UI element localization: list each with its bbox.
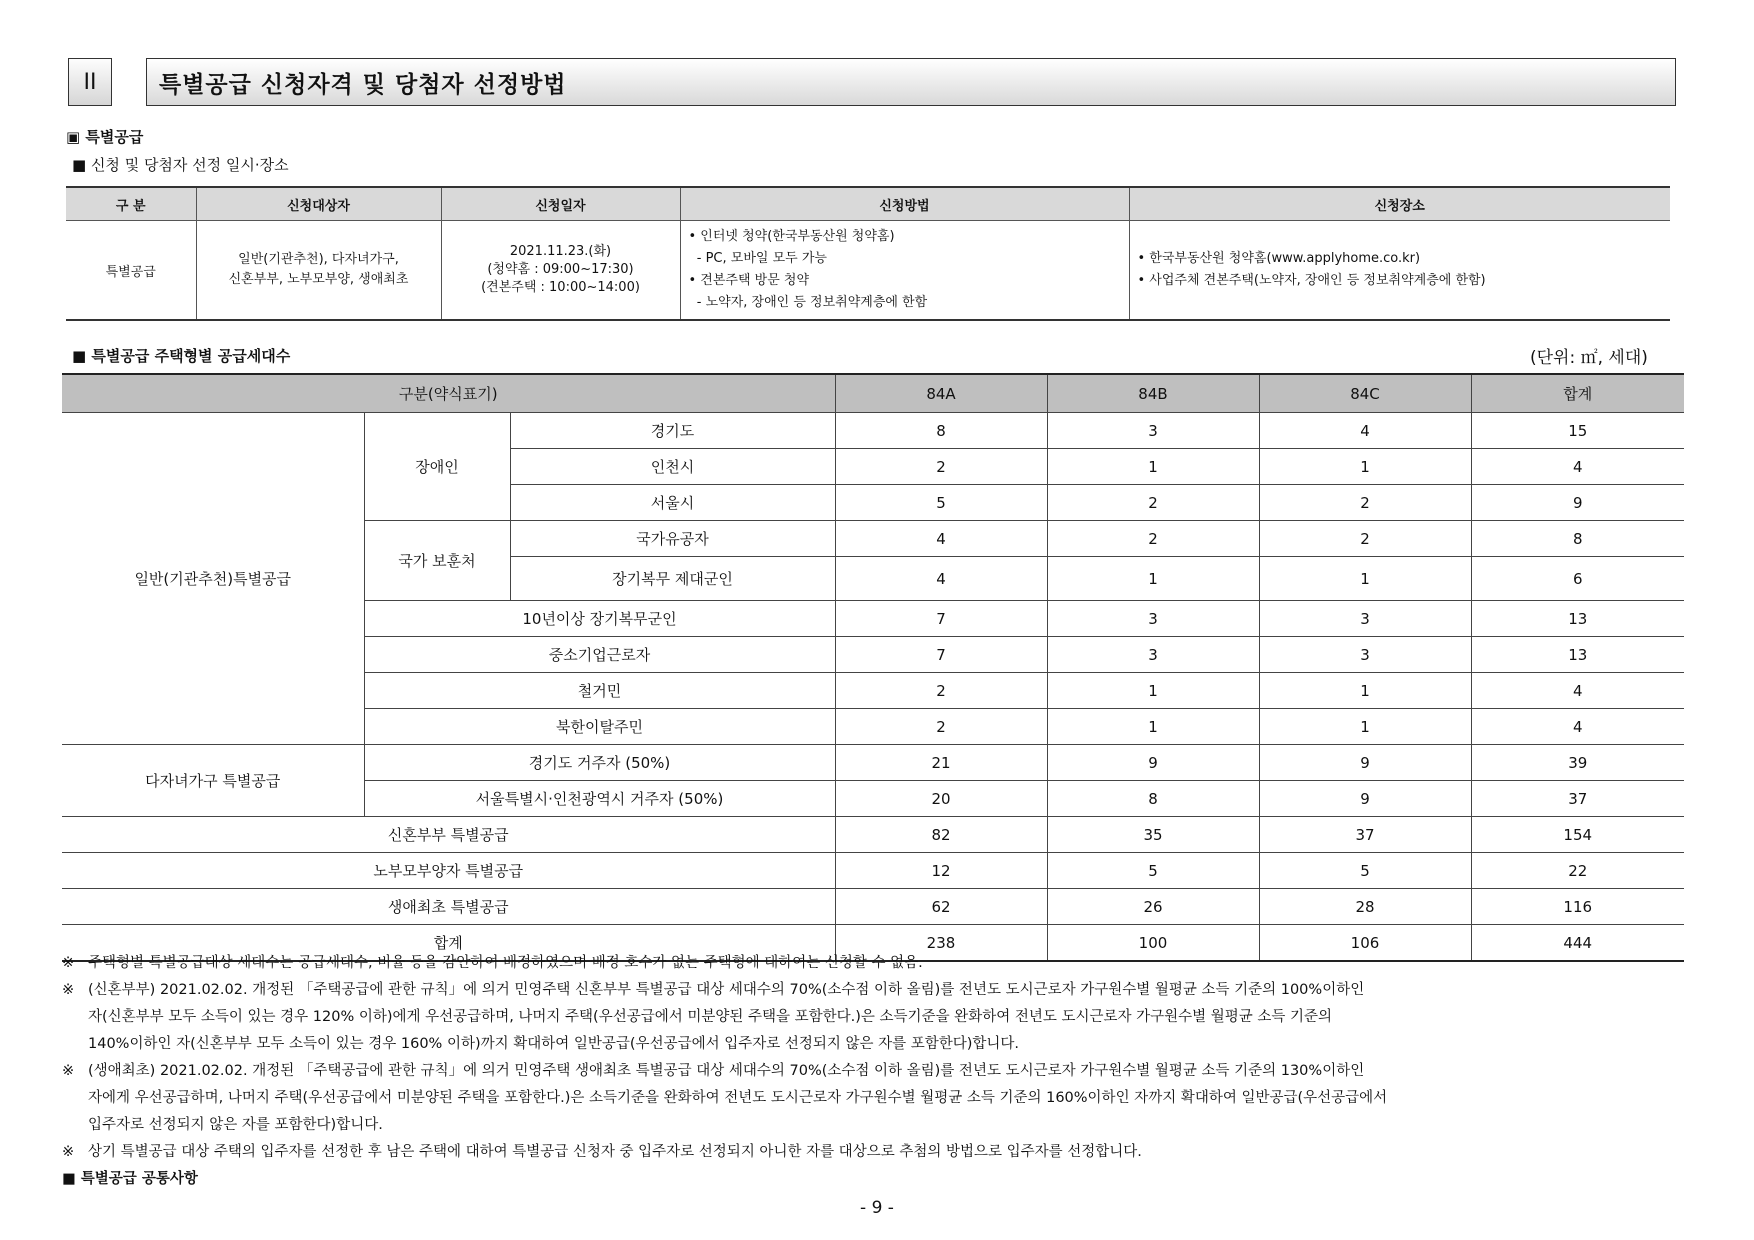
cell-total: 22 bbox=[1471, 853, 1684, 889]
cell-84b: 1 bbox=[1047, 673, 1259, 709]
row-label: 서울시 bbox=[510, 485, 835, 521]
header-84b: 84B bbox=[1047, 374, 1259, 413]
cell-84a: 7 bbox=[835, 601, 1047, 637]
cell-84a: 2 bbox=[835, 673, 1047, 709]
row-label: 국가유공자 bbox=[510, 521, 835, 557]
cell-84c: 2 bbox=[1259, 521, 1471, 557]
cell-84b: 2 bbox=[1047, 485, 1259, 521]
cell-total: 4 bbox=[1471, 709, 1684, 745]
note-line: (생애최초) 2021.02.02. 개정된 「주택공급에 관한 규칙」에 의거 민영주택 생애최초 특별공급 대상 세대수의 70%(소수점 이하 올림)를 전년도 도시근로자 가구원수별 월평균 소득 기준의 130%이하인 bbox=[88, 1063, 1365, 1079]
cell-total: 4 bbox=[1471, 449, 1684, 485]
common-label: ■ 특별공급 공통사항 bbox=[62, 1171, 198, 1187]
cell-84c: 9 bbox=[1259, 781, 1471, 817]
row-label: 노부모부양자 특별공급 bbox=[62, 853, 835, 889]
schedule-target bbox=[196, 221, 441, 321]
note bbox=[62, 1139, 1682, 1166]
cell-84b: 26 bbox=[1047, 889, 1259, 925]
note-mark: ※ bbox=[62, 982, 75, 998]
header-category: 구분(약식표기) bbox=[62, 374, 835, 413]
method-line: • 견본주택 방문 청약 bbox=[688, 273, 810, 288]
cell-84c: 3 bbox=[1259, 637, 1471, 673]
cell-84b: 9 bbox=[1047, 745, 1259, 781]
schedule-method bbox=[680, 221, 1129, 321]
note bbox=[62, 950, 1682, 977]
cell-total: 13 bbox=[1471, 601, 1684, 637]
method-line: • 인터넷 청약(한국부동산원 청약홈) bbox=[688, 229, 895, 244]
note-line: 주택형별 특별공급대상 세대수는 공급세대수, 비율 등을 감안하여 배정하였으며 배정 호수가 없는 주택형에 대하여는 신청할 수 없음. bbox=[88, 955, 923, 971]
supply-header-row bbox=[62, 374, 1684, 413]
note-line: 입주자로 선정되지 않은 자를 포함한다)합니다. bbox=[88, 1117, 383, 1133]
cell-total: 8 bbox=[1471, 521, 1684, 557]
row-label: 중소기업근로자 bbox=[364, 637, 835, 673]
page-title: 특별공급 신청자격 및 당첨자 선정방법 bbox=[146, 58, 1676, 106]
note-mark: ※ bbox=[62, 1144, 75, 1160]
cell-84b: 3 bbox=[1047, 601, 1259, 637]
section-label: ▣ 특별공급 bbox=[66, 128, 144, 146]
target-line: 일반(기관추천), 다자녀가구, bbox=[238, 252, 399, 267]
row-label: 서울특별시·인천광역시 거주자 (50%) bbox=[364, 781, 835, 817]
row-label: 신혼부부 특별공급 bbox=[62, 817, 835, 853]
note bbox=[62, 977, 1682, 1058]
cell-84b: 1 bbox=[1047, 449, 1259, 485]
cell-84a: 8 bbox=[835, 413, 1047, 449]
row-label: 경기도 bbox=[510, 413, 835, 449]
cell-84c: 28 bbox=[1259, 889, 1471, 925]
cell-84b: 2 bbox=[1047, 521, 1259, 557]
table-row bbox=[62, 817, 1684, 853]
cell-84c: 1 bbox=[1259, 709, 1471, 745]
cell-84a: 4 bbox=[835, 521, 1047, 557]
cell-84b: 1 bbox=[1047, 709, 1259, 745]
cell-84c: 106 bbox=[1259, 925, 1471, 962]
cell-84c: 1 bbox=[1259, 673, 1471, 709]
cell-84b: 8 bbox=[1047, 781, 1259, 817]
cell-84c: 37 bbox=[1259, 817, 1471, 853]
date-line: (견본주택 : 10:00~14:00) bbox=[481, 280, 640, 295]
row-label: 인천시 bbox=[510, 449, 835, 485]
note-line: 자(신혼부부 모두 소득이 있는 경우 120% 이하)에게 우선공급하며, 나머지 주택(우선공급에서 미분양된 주택을 포함한다.)은 소득기준을 완화하여 전년도 도시근로자 가구원수별 월평균 소득 기준의 bbox=[88, 1009, 1333, 1025]
cell-total: 9 bbox=[1471, 485, 1684, 521]
cell-84b: 3 bbox=[1047, 413, 1259, 449]
cell-84a: 2 bbox=[835, 709, 1047, 745]
unit-label: (단위: ㎡, 세대) bbox=[1530, 348, 1648, 368]
cell-total: 15 bbox=[1471, 413, 1684, 449]
cell-84b: 5 bbox=[1047, 853, 1259, 889]
schedule-row bbox=[66, 221, 1670, 321]
cell-84a: 82 bbox=[835, 817, 1047, 853]
section-number: II bbox=[68, 58, 112, 106]
note bbox=[62, 1058, 1682, 1139]
schedule-place bbox=[1129, 221, 1670, 321]
note-line: 상기 특별공급 대상 주택의 입주자를 선정한 후 남은 주택에 대하여 특별공급 신청자 중 입주자로 선정되지 아니한 자를 대상으로 추첨의 방법으로 입주자를 선정합니다. bbox=[88, 1144, 1142, 1160]
notes bbox=[62, 950, 1682, 1193]
schedule-category: 특별공급 bbox=[66, 221, 196, 321]
cell-84a: 7 bbox=[835, 637, 1047, 673]
cell-total: 154 bbox=[1471, 817, 1684, 853]
schedule-header-row bbox=[66, 187, 1670, 221]
schedule-table bbox=[66, 186, 1670, 321]
note-line: 자에게 우선공급하며, 나머지 주택(우선공급에서 미분양된 주택을 포함한다.)은 소득기준을 완화하여 전년도 도시근로자 가구원수별 월평균 소득 기준의 160%이하인 자까지 확대하여 일반공급(우선공급에서 bbox=[88, 1090, 1388, 1106]
header-method: 신청방법 bbox=[680, 187, 1129, 221]
supply-label: ■ 특별공급 주택형별 공급세대수 bbox=[72, 347, 291, 365]
group-general: 일반(기관추천)특별공급 bbox=[62, 413, 364, 745]
group-multichild: 다자녀가구 특별공급 bbox=[62, 745, 364, 817]
header-total: 합계 bbox=[1471, 374, 1684, 413]
cell-84c: 1 bbox=[1259, 449, 1471, 485]
cell-84c: 5 bbox=[1259, 853, 1471, 889]
header-date: 신청일자 bbox=[441, 187, 680, 221]
row-label: 합계 bbox=[62, 925, 835, 962]
header-target: 신청대상자 bbox=[196, 187, 441, 221]
cell-84b: 1 bbox=[1047, 557, 1259, 601]
cell-84b: 3 bbox=[1047, 637, 1259, 673]
cell-84a: 21 bbox=[835, 745, 1047, 781]
table-row bbox=[62, 889, 1684, 925]
cell-total: 444 bbox=[1471, 925, 1684, 962]
cell-total: 116 bbox=[1471, 889, 1684, 925]
table-row bbox=[62, 413, 1684, 449]
note-mark: ※ bbox=[62, 955, 75, 971]
row-label: 장기복무 제대군인 bbox=[510, 557, 835, 601]
header-category: 구 분 bbox=[66, 187, 196, 221]
method-line: - 노약자, 장애인 등 정보취약계층에 한함 bbox=[688, 295, 928, 310]
table-row bbox=[62, 745, 1684, 781]
subgroup-veterans: 국가 보훈처 bbox=[364, 521, 510, 601]
header-place: 신청장소 bbox=[1129, 187, 1670, 221]
header-84c: 84C bbox=[1259, 374, 1471, 413]
cell-84a: 2 bbox=[835, 449, 1047, 485]
cell-total: 4 bbox=[1471, 673, 1684, 709]
table-row bbox=[62, 853, 1684, 889]
cell-84c: 3 bbox=[1259, 601, 1471, 637]
cell-total: 37 bbox=[1471, 781, 1684, 817]
cell-84a: 238 bbox=[835, 925, 1047, 962]
cell-84a: 4 bbox=[835, 557, 1047, 601]
row-label: 철거민 bbox=[364, 673, 835, 709]
date-line: 2021.11.23.(화) bbox=[509, 244, 612, 259]
note-line: 140%이하인 자(신혼부부 모두 소득이 있는 경우 160% 이하)까지 확대하여 일반공급(우선공급에서 입주자로 선정되지 않은 자를 포함한다)합니다. bbox=[88, 1036, 1020, 1052]
place-line: • 사업주체 견본주택(노약자, 장애인 등 정보취약계층에 한함) bbox=[1137, 273, 1486, 288]
row-label: 10년이상 장기복무군인 bbox=[364, 601, 835, 637]
cell-84b: 100 bbox=[1047, 925, 1259, 962]
cell-84c: 9 bbox=[1259, 745, 1471, 781]
schedule-date bbox=[441, 221, 680, 321]
cell-84c: 4 bbox=[1259, 413, 1471, 449]
method-line: - PC, 모바일 모두 가능 bbox=[688, 251, 827, 266]
cell-84c: 1 bbox=[1259, 557, 1471, 601]
cell-total: 13 bbox=[1471, 637, 1684, 673]
cell-84a: 20 bbox=[835, 781, 1047, 817]
row-label: 생애최초 특별공급 bbox=[62, 889, 835, 925]
cell-84a: 12 bbox=[835, 853, 1047, 889]
cell-84a: 62 bbox=[835, 889, 1047, 925]
page-number: - 9 - bbox=[860, 1198, 894, 1218]
row-label: 경기도 거주자 (50%) bbox=[364, 745, 835, 781]
supply-table bbox=[62, 373, 1684, 962]
subsection-label: ■ 신청 및 당첨자 선정 일시·장소 bbox=[72, 156, 289, 174]
cell-84c: 2 bbox=[1259, 485, 1471, 521]
note-mark: ※ bbox=[62, 1063, 75, 1079]
cell-84b: 35 bbox=[1047, 817, 1259, 853]
note-line: (신혼부부) 2021.02.02. 개정된 「주택공급에 관한 규칙」에 의거 민영주택 신혼부부 특별공급 대상 세대수의 70%(소수점 이하 올림)를 전년도 도시근로자 가구원수별 월평균 소득 기준의 100%이하인 bbox=[88, 982, 1365, 998]
place-line: • 한국부동산원 청약홈(www.applyhome.co.kr) bbox=[1137, 251, 1421, 266]
date-line: (청약홈 : 09:00~17:30) bbox=[487, 262, 634, 277]
header-84a: 84A bbox=[835, 374, 1047, 413]
subgroup-disabled: 장애인 bbox=[364, 413, 510, 521]
cell-total: 6 bbox=[1471, 557, 1684, 601]
cell-total: 39 bbox=[1471, 745, 1684, 781]
target-line: 신혼부부, 노부모부양, 생애최초 bbox=[228, 272, 409, 287]
row-label: 북한이탈주민 bbox=[364, 709, 835, 745]
cell-84a: 5 bbox=[835, 485, 1047, 521]
